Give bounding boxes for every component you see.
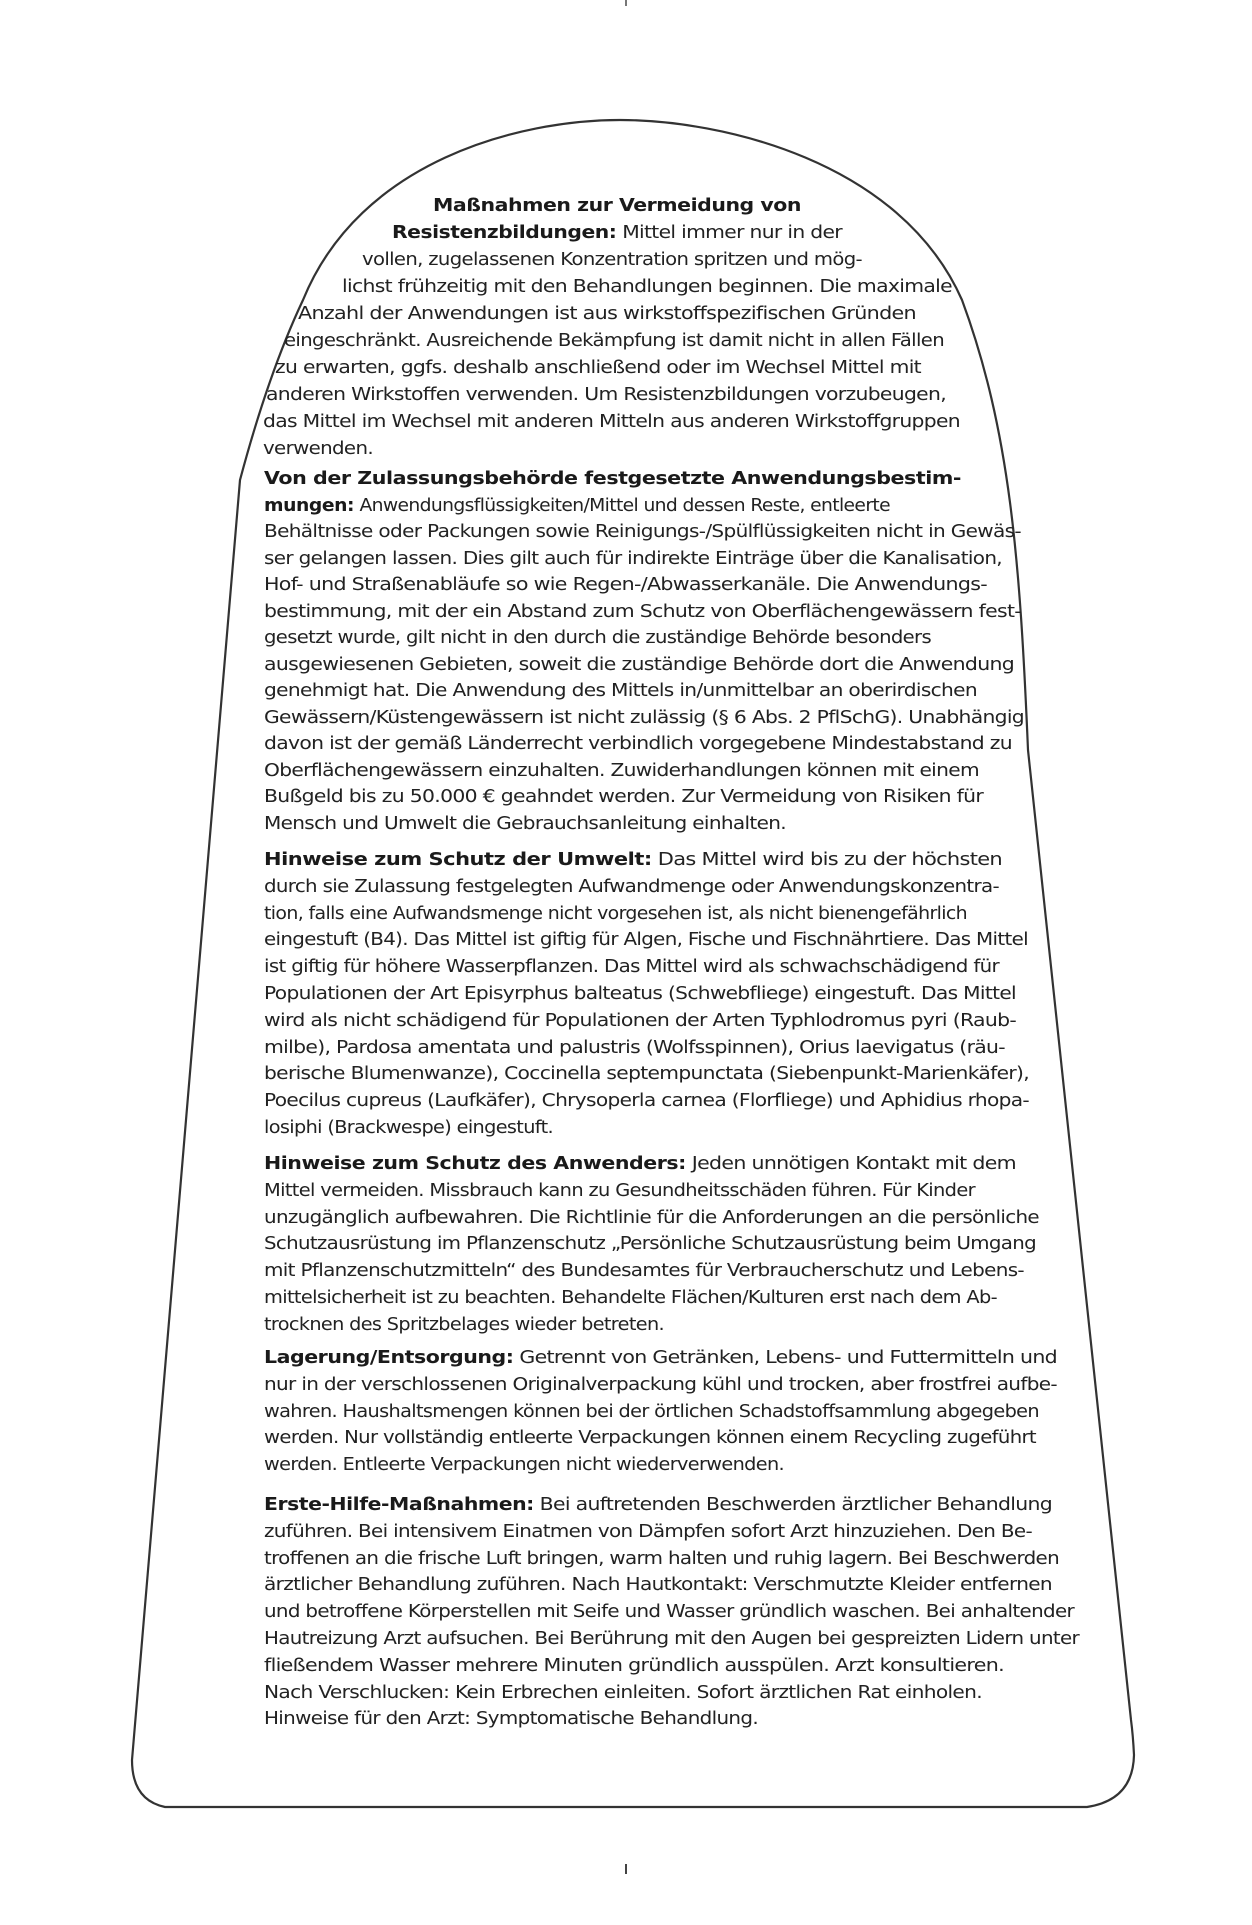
body-text: werden. Nur vollständig entleerte Verpackungen können einem Recycling zugeführt	[264, 1427, 1036, 1449]
body-text: fließendem Wasser mehrere Minuten gründlich ausspülen. Arzt konsultieren.	[264, 1654, 1004, 1676]
text-line	[264, 1548, 1059, 1570]
text-line	[264, 956, 999, 978]
body-text: ist giftig für höhere Wasserpflanzen. Das Mittel wird als schwachschädigend für	[264, 956, 1000, 978]
body-text: verwenden.	[263, 438, 373, 459]
text-line	[264, 760, 979, 782]
text-line	[264, 983, 1016, 1005]
text-line	[275, 357, 921, 379]
body-text: ser gelangen lassen. Dies gilt auch für indirekte Einträge über die Kanalisation,	[264, 547, 1002, 569]
section-heading: Resistenzbildungen:	[392, 222, 617, 243]
body-text: lichst frühzeitig mit den Behandlungen beginnen. Die maximale	[342, 276, 952, 297]
text-line	[264, 903, 967, 925]
text-line	[264, 1374, 1057, 1396]
body-text: wahren. Haushaltsmengen können bei der örtlichen Schadstoffsammlung abgegeben	[264, 1400, 1039, 1422]
body-text: Jeden unnötigen Kontakt mit dem	[685, 1153, 1016, 1174]
text-line	[264, 1037, 1005, 1059]
text-line	[264, 654, 1014, 676]
body-text: anderen Wirkstoffen verwenden. Um Resistenzbildungen vorzubeugen,	[266, 384, 947, 405]
body-text: nur in der verschlossenen Originalverpackung kühl und trocken, aber frostfrei aufbe-	[264, 1373, 1057, 1395]
text-line	[264, 521, 1021, 543]
text-line	[264, 813, 786, 835]
text-line	[264, 574, 987, 596]
text-line	[264, 1427, 1036, 1449]
section-heading: mungen:	[264, 494, 355, 516]
body-text: trocknen des Spritzbelages wieder betreten.	[264, 1313, 665, 1335]
body-text: Schutzausrüstung im Pflanzenschutz „Persönliche Schutzausrüstung beim Umgang	[264, 1233, 1037, 1255]
body-text: milbe), Pardosa amentata und palustris (Wolfsspinnen), Orius laevigatus (räu-	[264, 1036, 1005, 1058]
body-text: Bußgeld bis zu 50.000 € geahndet werden. Zur Vermeidung von Risiken für	[264, 786, 984, 807]
body-text: tion, falls eine Aufwandsmenge nicht vorgesehen ist, als nicht bienengefährlich	[264, 902, 968, 924]
body-text: Hinweise für den Arzt: Symptomatische Behandlung.	[264, 1708, 758, 1730]
body-text: Mittel vermeiden. Missbrauch kann zu Gesundheitsschäden führen. Für Kinder	[264, 1179, 975, 1201]
text-line	[264, 1180, 975, 1202]
text-line	[264, 627, 931, 649]
body-text: ärztlicher Behandlung zuführen. Nach Hautkontakt: Verschmutzte Kleider entfernen	[264, 1574, 1052, 1596]
text-line	[264, 1063, 1029, 1085]
text-line	[264, 1287, 997, 1309]
text-line	[342, 276, 952, 298]
body-text: davon ist der gemäß Länderrecht verbindlich vorgegebene Mindestabstand zu	[264, 733, 1013, 754]
text-line	[433, 195, 801, 217]
body-text: und betroffene Körperstellen mit Seife und Wasser gründlich waschen. Bei anhaltender	[264, 1601, 1075, 1623]
text-line	[298, 303, 916, 325]
text-line	[264, 1708, 758, 1730]
text-line	[362, 249, 862, 271]
body-text: Mittel immer nur in der	[616, 222, 842, 243]
text-line	[264, 876, 999, 898]
text-line	[264, 1655, 1004, 1677]
text-line	[264, 786, 983, 808]
body-text: Gewässern/Küstengewässern ist nicht zulässig (§ 6 Abs. 2 PflSchG). Unabhängig	[264, 706, 1025, 728]
text-line	[263, 411, 960, 433]
text-line	[264, 495, 890, 517]
body-text: eingeschränkt. Ausreichende Bekämpfung ist damit nicht in allen Fällen	[284, 330, 945, 351]
text-line	[264, 849, 1002, 871]
section-heading: Von der Zulassungsbehörde festgesetzte Anwendungsbestim-	[264, 468, 962, 489]
body-text: troffenen an die frische Luft bringen, warm halten und ruhig lagern. Bei Beschwerden	[264, 1547, 1060, 1569]
body-text: eingestuft (B4). Das Mittel ist giftig für Algen, Fische und Fischnährtiere. Das Mittel	[264, 929, 1028, 951]
body-text: Behältnisse oder Packungen sowie Reinigungs-/Spülflüssigkeiten nicht in Gewäs-	[264, 521, 1022, 542]
text-line	[264, 1090, 1029, 1112]
section-heading: Maßnahmen zur Vermeidung von	[433, 195, 802, 216]
text-line	[264, 1117, 553, 1139]
body-text: mit Pflanzenschutzmitteln“ des Bundesamtes für Verbraucherschutz und Lebens-	[264, 1260, 1024, 1282]
body-text: ausgewiesenen Gebieten, soweit die zuständige Behörde dort die Anwendung	[264, 653, 1015, 675]
text-line	[264, 733, 1012, 755]
body-text: das Mittel im Wechsel mit anderen Mitteln aus anderen Wirkstoffgruppen	[263, 411, 961, 432]
top-crop-mark	[625, 0, 627, 6]
text-line	[264, 1521, 1032, 1543]
text-line	[264, 680, 977, 702]
bottom-crop-mark	[625, 1864, 627, 1874]
text-line	[264, 548, 1002, 570]
text-line	[264, 468, 961, 490]
body-text: werden. Entleerte Verpackungen nicht wiederverwenden.	[264, 1454, 785, 1476]
body-text: Populationen der Art Episyrphus balteatus (Schwebfliege) eingestuft. Das Mittel	[264, 983, 1017, 1004]
text-line	[264, 1454, 784, 1476]
section-heading: Hinweise zum Schutz der Umwelt:	[264, 849, 652, 870]
body-text: Hautreizung Arzt aufsuchen. Bei Berührung mit den Augen bei gespreizten Lidern unter	[264, 1628, 1080, 1649]
body-text: wird als nicht schädigend für Populationen der Arten Typhlodromus pyri (Raub-	[264, 1009, 1017, 1031]
text-line	[264, 601, 1021, 623]
body-text: Nach Verschlucken: Kein Erbrechen einleiten. Sofort ärztlichen Rat einholen.	[264, 1681, 983, 1703]
section-heading: Lagerung/Entsorgung:	[264, 1347, 514, 1368]
text-line	[264, 929, 1028, 951]
body-text: zuführen. Bei intensivem Einatmen von Dämpfen sofort Arzt hinzuziehen. Den Be-	[264, 1520, 1033, 1542]
text-line	[264, 1628, 1079, 1650]
body-text: losiphi (Brackwespe) eingestuft.	[264, 1117, 554, 1138]
body-text: genehmigt hat. Die Anwendung des Mittels in/unmittelbar an oberirdischen	[264, 680, 978, 701]
section-heading: Erste-Hilfe-Maßnahmen:	[264, 1494, 534, 1515]
body-text: Anwendungsflüssigkeiten/Mittel und dessen Reste, entleerte	[354, 494, 890, 516]
text-line	[264, 1233, 1036, 1255]
section-heading: Hinweise zum Schutz des Anwenders:	[264, 1153, 686, 1174]
body-text: bestimmung, mit der ein Abstand zum Schutz von Oberflächengewässern fest-	[264, 600, 1021, 622]
body-text: berische Blumenwanze), Coccinella septempunctata (Siebenpunkt-Marienkäfer),	[264, 1063, 1029, 1085]
body-text: durch sie Zulassung festgelegten Aufwandmenge oder Anwendungskonzentra-	[264, 875, 999, 897]
text-line	[264, 1153, 1016, 1175]
text-line	[264, 1601, 1074, 1623]
body-text: Anzahl der Anwendungen ist aus wirkstoffspezifischen Gründen	[298, 303, 916, 324]
text-line	[264, 1494, 1052, 1516]
body-text: Poecilus cupreus (Laufkäfer), Chrysoperla carnea (Florfliege) und Aphidius rhopa-	[264, 1090, 1029, 1112]
text-line	[263, 438, 373, 460]
text-line	[264, 1574, 1052, 1596]
text-line	[266, 384, 946, 406]
text-line	[284, 330, 944, 352]
text-line	[392, 222, 842, 244]
body-text: gesetzt wurde, gilt nicht in den durch die zuständige Behörde besonders	[264, 627, 932, 648]
body-text: Getrennt von Getränken, Lebens- und Futtermitteln und	[513, 1347, 1058, 1368]
text-line	[264, 1314, 664, 1336]
body-text: unzugänglich aufbewahren. Die Richtlinie für die Anforderungen an die persönliche	[264, 1206, 1040, 1228]
body-text: Mensch und Umwelt die Gebrauchsanleitung einhalten.	[264, 812, 786, 834]
text-line	[264, 1207, 1039, 1229]
body-text: Oberflächengewässern einzuhalten. Zuwiderhandlungen können mit einem	[264, 759, 980, 781]
text-line	[264, 1401, 1039, 1423]
body-text: Bei auftretenden Beschwerden ärztlicher Behandlung	[533, 1494, 1053, 1515]
text-line	[264, 707, 1024, 729]
text-line	[264, 1682, 982, 1704]
body-text: Hof- und Straßenabläufe so wie Regen-/Abwasserkanäle. Die Anwendungs-	[264, 574, 987, 595]
text-line	[264, 1010, 1016, 1032]
body-text: zu erwarten, ggfs. deshalb anschließend oder im Wechsel Mittel mit	[275, 357, 921, 378]
text-line	[264, 1260, 1024, 1282]
body-text: Das Mittel wird bis zu der höchsten	[651, 849, 1003, 870]
text-line	[264, 1347, 1057, 1369]
body-text: mittelsicherheit ist zu beachten. Behandelte Flächen/Kulturen erst nach dem Ab-	[264, 1287, 998, 1308]
body-text: vollen, zugelassenen Konzentration spritzen und mög-	[362, 249, 862, 270]
